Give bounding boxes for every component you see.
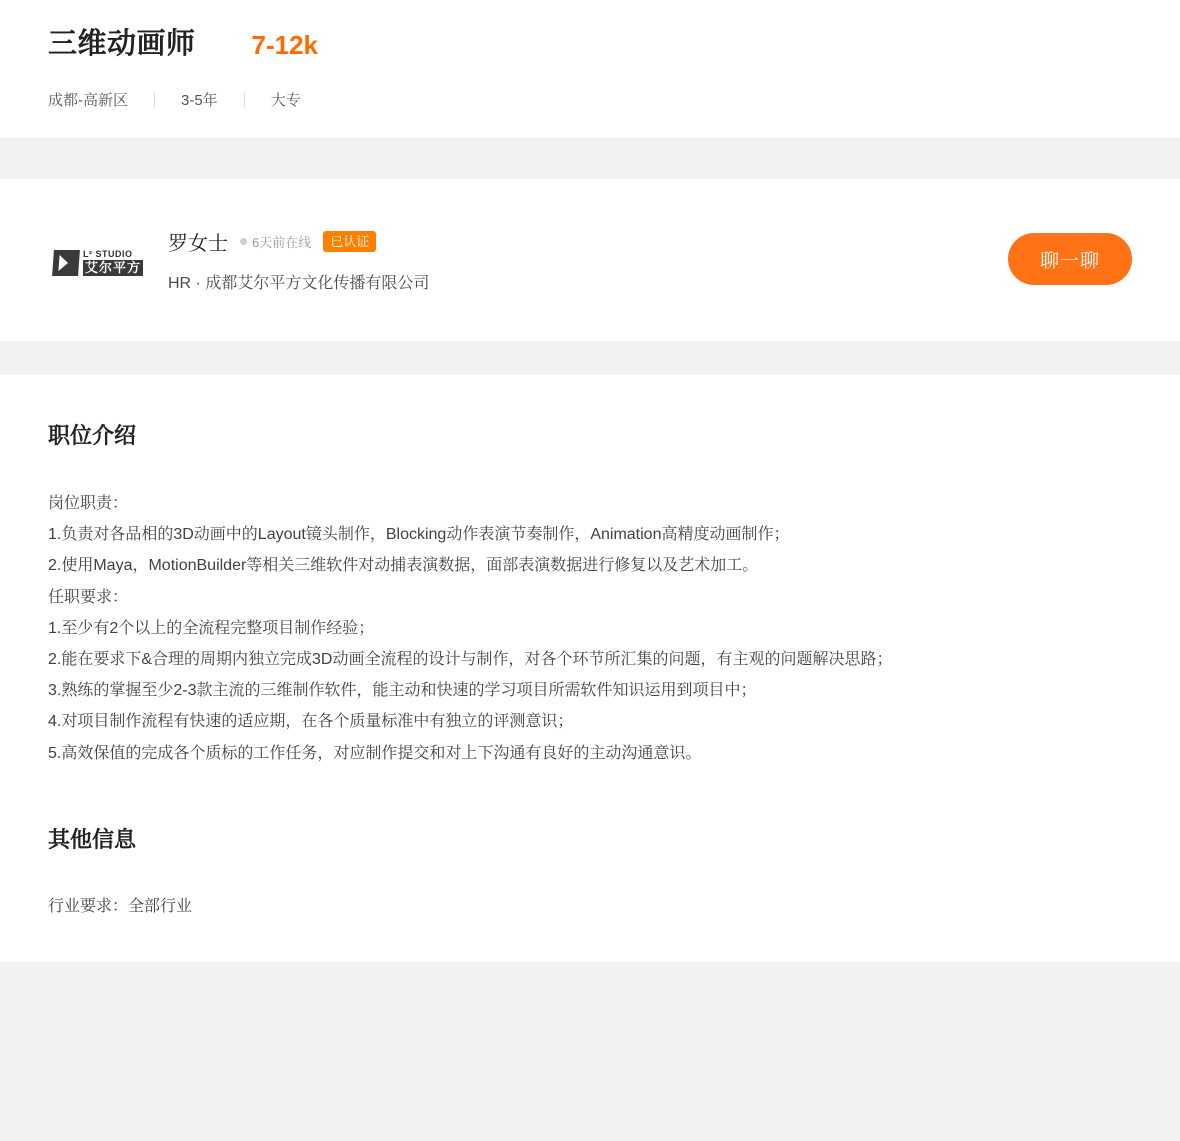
section-title-intro: 职位介绍 [48,423,137,448]
recruiter-name: 罗女士 [168,233,228,255]
description-line: 2.能在要求下&合理的周期内独立完成3D动画全流程的设计与制作，对各个环节所汇集的问题，有主观的问题解决思路； [48,650,893,668]
status-badge-verified: 已认证 [323,231,376,253]
section-title-other: 其他信息 [48,826,137,852]
recruiter-card [0,179,1180,341]
company-logo-inner [53,250,143,276]
job-tag-education: 大专 [270,92,301,109]
company-logo [48,233,148,293]
recruiter-role-company: HR · 成都艾尔平方文化传播有限公司 [168,275,430,292]
other-info-line: 行业要求：全部行业 [48,897,193,915]
description-line: 1.负责对各品相的3D动画中的Layout镜头制作，Blocking动作表演节奏制作，Animation高精度动画制作； [48,526,790,544]
description-line: 3.熟练的掌握至少2-3款主流的三维制作软件，能主动和快速的学习项目所需软件知识运用到项目中； [48,682,757,700]
description-line: 2.使用Maya，MotionBuilder等相关三维软件对动捕表演数据，面部表演数据进行修复以及艺术加工。 [48,557,759,575]
section-gap [0,139,1180,179]
job-tag-experience: 3-5年 [181,92,218,109]
description-line: 岗位职责： [48,495,129,512]
recruiter-info [168,225,1008,293]
online-dot-icon [240,238,247,245]
job-title-row [48,30,1132,59]
description-line: 4.对项目制作流程有快速的适应期，在各个质量标准中有独立的评测意识； [48,713,574,731]
section-gap [0,341,1180,375]
online-status-label: 6天前在线 [252,235,312,250]
job-detail-card [0,375,1180,962]
job-header [0,0,1180,139]
online-status [240,232,311,251]
description-line: 任职要求： [48,588,129,606]
company-logo-text [83,250,143,275]
job-tag-location: 成都-高新区 [48,92,128,109]
company-logo-line1: L² STUDIO [82,249,133,260]
company-logo-line2: 艾尔平方 [84,259,141,275]
description-line: 5.高效保值的完成各个质标的工作任务，对应制作提交和对上下沟通有良好的主动沟通意识。 [48,744,702,762]
recruiter-primary-line [168,227,1008,256]
chat-button[interactable]: 聊一聊 [1008,233,1132,285]
description-line: 1.至少有2个以上的全流程完整项目制作经验； [48,619,375,637]
company-logo-mark-icon [52,250,80,276]
job-tag-list [48,89,1132,110]
page-title: 三维动画师 [48,28,196,60]
salary-label: 7-12k [251,29,319,60]
